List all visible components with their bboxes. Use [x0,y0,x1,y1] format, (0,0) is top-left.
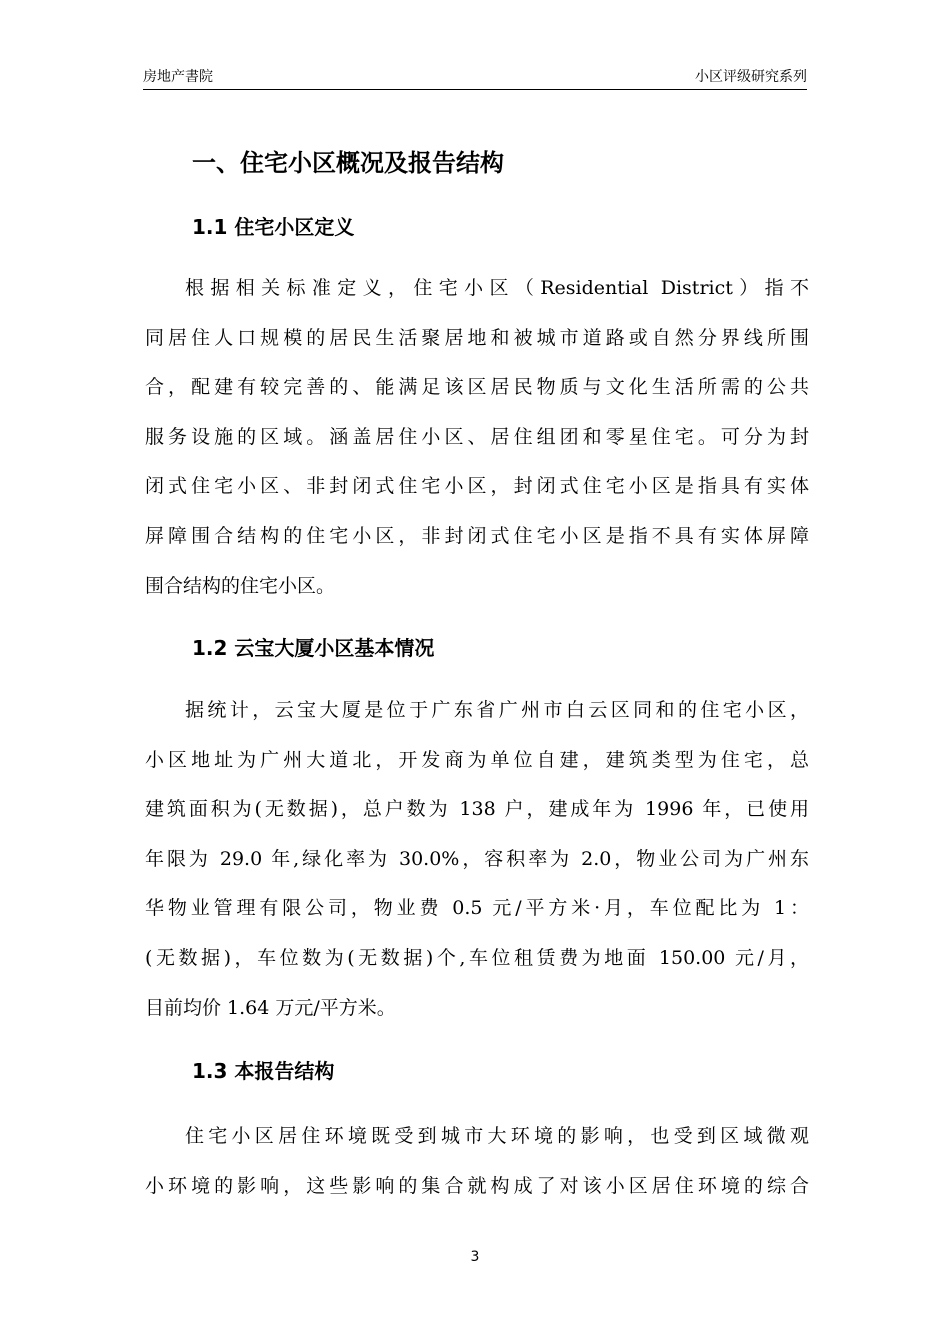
section-heading-1-1: 1.1 住宅小区定义 [192,215,355,239]
paragraph-line: 建筑面积为(无数据)，总户数为 138 户，建成年为 1996 年，已使用 [145,798,809,821]
paragraph-line: 住宅小区居住环境既受到城市大环境的影响，也受到区域微观 [185,1125,809,1147]
paragraph-line: 年限为 29.0 年,绿化率为 30.0%，容积率为 2.0，物业公司为广州东 [145,847,809,870]
paragraph-line: 同居住人口规模的居民生活聚居地和被城市道路或自然分界线所围 [145,326,809,349]
paragraph-line: 小区地址为广州大道北，开发商为单位自建，建筑类型为住宅，总 [145,748,809,771]
paragraph-line: 合，配建有较完善的、能满足该区居民物质与文化生活所需的公共 [145,376,809,399]
paragraph-line: 根据相关标准定义，住宅小区（Residential District）指不 [185,277,809,299]
paragraph-line: 屏障围合结构的住宅小区，非封闭式住宅小区是指不具有实体屏障 [145,524,809,547]
section-heading-1-2: 1.2 云宝大厦小区基本情况 [192,636,435,660]
section-paragraph-1-3 [145,1112,809,1211]
paragraph-line: 闭式住宅小区、非封闭式住宅小区，封闭式住宅小区是指具有实体 [145,475,809,498]
paragraph-line: 华物业管理有限公司，物业费 0.5 元/平方米·月，车位配比为 1： [145,897,809,920]
page-header-left: 房地产書院 [143,69,213,85]
page-number: 3 [470,1249,480,1265]
paragraph-line: 目前均价 1.64 万元/平方米。 [145,996,396,1019]
chapter-title: 一、住宅小区概况及报告结构 [192,149,504,177]
paragraph-line: 围合结构的住宅小区。 [145,574,336,597]
section-heading-1-3: 1.3 本报告结构 [192,1059,335,1083]
section-paragraph-1-2 [145,686,809,1033]
paragraph-line: (无数据)，车位数为(无数据)个,车位租赁费为地面 150.00 元/月， [145,946,809,969]
paragraph-line: 据统计，云宝大厦是位于广东省广州市白云区同和的住宅小区， [185,699,809,721]
header-divider [143,89,807,90]
paragraph-line: 小环境的影响，这些影响的集合就构成了对该小区居住环境的综合 [145,1174,809,1197]
paragraph-line: 服务设施的区域。涵盖居住小区、居住组团和零星住宅。可分为封 [145,425,809,448]
section-paragraph-1-1 [145,264,809,611]
page-header-right: 小区评级研究系列 [695,69,807,85]
